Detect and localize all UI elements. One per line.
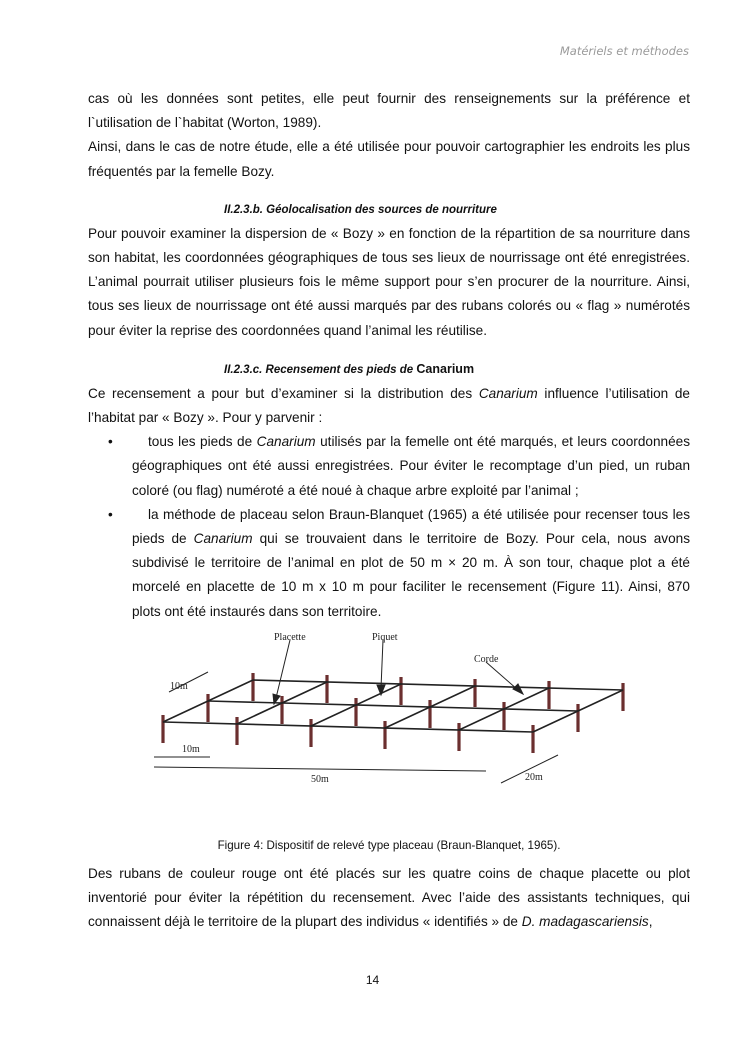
stake [280, 696, 283, 724]
stake [428, 700, 431, 728]
list-item [88, 503, 690, 624]
stakes-group [161, 673, 624, 753]
label-50m: 50m [311, 773, 329, 785]
stake [531, 725, 534, 753]
stake [309, 719, 312, 747]
rope-line [163, 722, 533, 732]
stake [473, 679, 476, 707]
heading-c-genus: Canarium [416, 361, 475, 376]
stake [161, 715, 164, 743]
stake [206, 694, 209, 722]
stake [325, 675, 328, 703]
list-item-1-end: utilisés par la femelle ont été marqués, et leurs coordonnées géographiques ont été aussi enregistrées. Pour éviter le recomptage d’un pied, un ruban coloré (ou flag) numéroté a été noué à chaque arbre exploité par l’animal ; [132, 434, 690, 498]
stake [621, 683, 624, 711]
paragraph-5-species: D. madagascariensis [521, 914, 649, 930]
bullet-icon: • [108, 506, 113, 522]
paragraph-5 [88, 862, 690, 935]
stake [502, 702, 505, 730]
label-10m-bottom: 10m [182, 743, 200, 755]
paragraph-5-start: Des rubans de couleur rouge ont été placés sur les quatre coins de chaque placette ou plot inventorié pour éviter la répétition du recensement. Avec l’aide des assistants techniques, qui connaissent déjà le territoire de la plupart des individus « identifiés » de [88, 865, 690, 930]
section-heading-b: II.2.3.b. Géolocalisation des sources de nourriture [224, 203, 497, 216]
paragraph-5-end: , [648, 914, 653, 930]
label-placette: Placette [274, 631, 306, 643]
list-item-2-start: la méthode de placeau selon Braun-Blanquet (1965) a été utilisée pour recenser tous les pieds de [132, 506, 690, 547]
stake [251, 673, 254, 701]
stake [457, 723, 460, 751]
page-body [88, 87, 690, 934]
stake [547, 681, 550, 709]
stake [383, 721, 386, 749]
section-heading-c [88, 357, 690, 382]
placette-pointer [276, 640, 290, 698]
stake [235, 717, 238, 745]
list-item-2-genus: Canarium [193, 531, 253, 547]
paragraph-2: Ainsi, dans le cas de notre étude, elle a été utilisée pour pouvoir cartographier les endroits les plus fréquentés par la femelle Bozy. [88, 139, 690, 179]
page-number: 14 [365, 973, 380, 987]
paragraph-4-end: influence l’utilisation de l’habitat par « Bozy ». Pour y parvenir : [88, 385, 690, 426]
stake [399, 677, 402, 705]
list-item-1-start: tous les pieds de [148, 434, 253, 450]
heading-c-prefix: II.2.3.c. Recensement des pieds de [224, 363, 414, 376]
bullet-icon: • [108, 434, 113, 450]
stake [576, 704, 579, 732]
label-20m: 20m [525, 771, 543, 783]
list-item-1-genus: Canarium [256, 434, 316, 450]
label-corde: Corde [474, 653, 499, 665]
rope-line [253, 680, 623, 690]
running-header: Matériels et méthodes [559, 44, 689, 58]
list-item [88, 430, 690, 503]
piquet-arrowhead [377, 685, 385, 695]
method-list [88, 430, 690, 624]
paragraph-4-genus: Canarium [478, 385, 538, 401]
length-50m-dimension [154, 767, 486, 771]
rope-line [208, 701, 578, 711]
paragraph-1: cas où les données sont petites, elle peut fournir des renseignements sur la préférence et l`utilisation de l`habitat (Worton, 1989). [88, 91, 690, 131]
piquet-pointer [381, 640, 383, 688]
ropes-group [163, 680, 623, 732]
placeau-diagram [88, 628, 690, 828]
label-10m-side: 10m [170, 680, 188, 692]
figure-caption: Figure 4: Dispositif de relevé type placeau (Braun-Blanquet, 1965). [217, 838, 561, 852]
placeau-diagram-svg [88, 628, 690, 828]
paragraph-4 [88, 382, 690, 430]
label-piquet: Piquet [372, 631, 398, 643]
list-item-2-end: qui se trouvaient dans le territoire de Bozy. Pour cela, nous avons subdivisé le territoire de l’animal en plot de 50 m × 20 m. À son tour, chaque plot a été morcelé en placette de 10 m x 10 m pour faciliter le recensement (Figure 11). Ainsi, 870 plots ont été instaurés dans son territoire. [132, 531, 691, 619]
stake [354, 698, 357, 726]
paragraph-4-start: Ce recensement a pour but d’examiner si la distribution des [88, 385, 473, 401]
paragraph-3: Pour pouvoir examiner la dispersion de « Bozy » en fonction de la répartition de sa nourriture dans son habitat, les coordonnées géographiques de tous ses lieux de nourrissage ont été enregistrées. L’animal pourrait utiliser plusieurs fois le même support pour s’en procurer de la nourriture. Ainsi, tous ses lieux de nourrissage ont été aussi marqués par des rubans colorés ou « flag » numérotés pour éviter la reprise des coordonnées quand l’animal les réutilise. [88, 225, 690, 338]
corde-arrowhead [513, 684, 523, 694]
